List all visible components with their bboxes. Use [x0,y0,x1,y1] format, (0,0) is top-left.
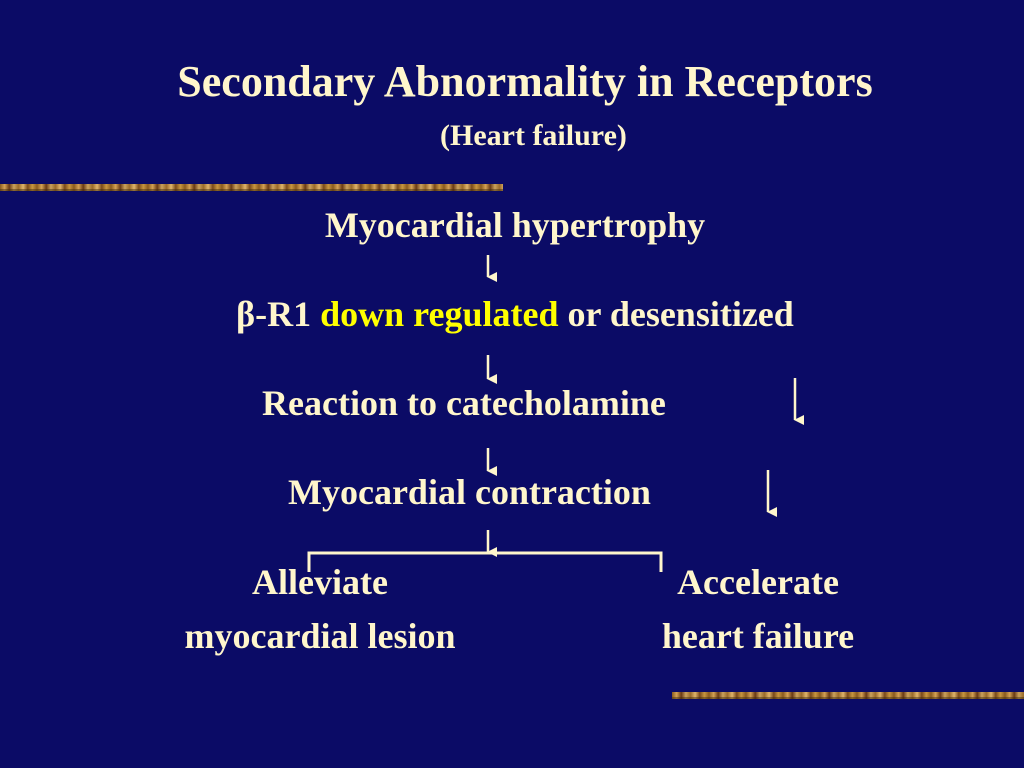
step-beta-r1-prefix: β-R1 [236,294,321,334]
step-myocardial-contraction: Myocardial contraction [288,472,651,512]
slide-subtitle: (Heart failure) [440,119,627,152]
outcome-left-line2: myocardial lesion [184,616,456,656]
step-beta-r1-suffix: or desensitized [558,294,794,334]
step-reaction-to-catecholamine: Reaction to catecholamine [262,383,666,423]
step-myocardial-hypertrophy: Myocardial hypertrophy [324,205,706,245]
outcome-right-line2: heart failure [661,616,855,656]
branch-bracket [309,553,661,572]
outcome-right-line1: Accelerate [677,562,839,602]
outcome-left-line1: Alleviate [252,562,388,602]
slide-title: Secondary Abnormality in Receptors [177,57,873,106]
step-beta-r1-highlight: down regulated [320,294,559,334]
